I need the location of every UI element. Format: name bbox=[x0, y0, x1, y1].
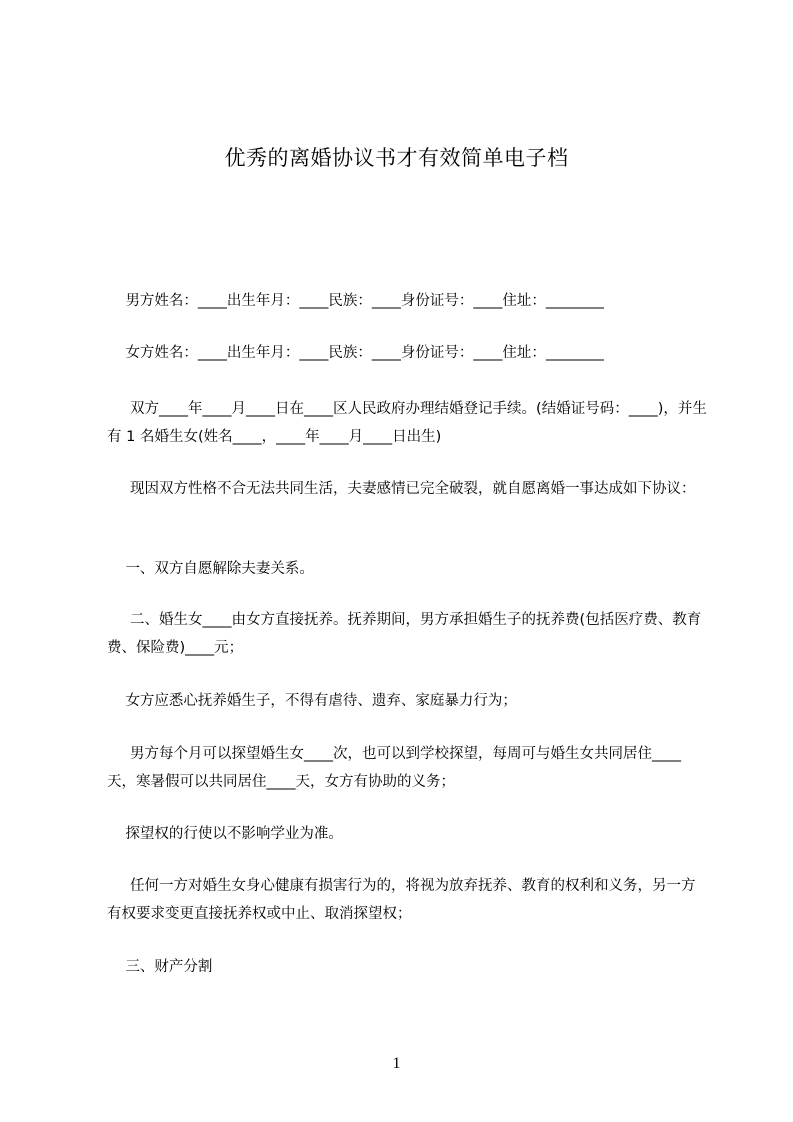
paragraph-visitation-rule: 探望权的行使以不影响学业为准。 bbox=[107, 826, 343, 842]
paragraph-clause-two: 二、婚生女____由女方直接抚养。抚养期间，男方承担婚生子的抚养费(包括医疗费、教育费、保险费)____元； bbox=[107, 612, 702, 656]
paragraph-mother-duty: 女方应悉心抚养婚生子，不得有虐待、遗弃、家庭暴力行为； bbox=[107, 693, 517, 709]
paragraph-female-info: 女方姓名：____出生年月：____民族：____身份证号：____住址：________ bbox=[107, 345, 604, 361]
paragraph-clause-one: 一、双方自愿解除夫妻关系。 bbox=[107, 561, 314, 577]
document-title: 优秀的离婚协议书才有效简单电子档 bbox=[224, 146, 569, 170]
paragraph-divorce-reason: 现因双方性格不合无法共同生活，夫妻感情已完全破裂，就自愿离婚一事达成如下协议： bbox=[107, 481, 696, 497]
paragraph-harm-clause: 任何一方对婚生女身心健康有损害行为的，将视为放弃抚养、教育的权利和义务，另一方有权要求变更直接抚养权或中止、取消探望权； bbox=[107, 878, 696, 922]
paragraph-visitation: 男方每个月可以探望婚生女____次，也可以到学校探望，每周可与婚生女共同居住____天，寒暑假可以共同居住____天，女方有协助的义务； bbox=[107, 746, 682, 790]
paragraph-clause-three: 三、财产分割 bbox=[107, 959, 213, 975]
paragraph-marriage-registration: 双方____年____月____日在____区人民政府办理结婚登记手续。(结婚证号码：____)，并生有 1 名婚生女(姓名____，____年____月____日出生) bbox=[107, 401, 707, 445]
page-number: 1 bbox=[392, 1055, 401, 1072]
paragraph-male-info: 男方姓名：____出生年月：____民族：____身份证号：____住址：________ bbox=[107, 293, 604, 309]
